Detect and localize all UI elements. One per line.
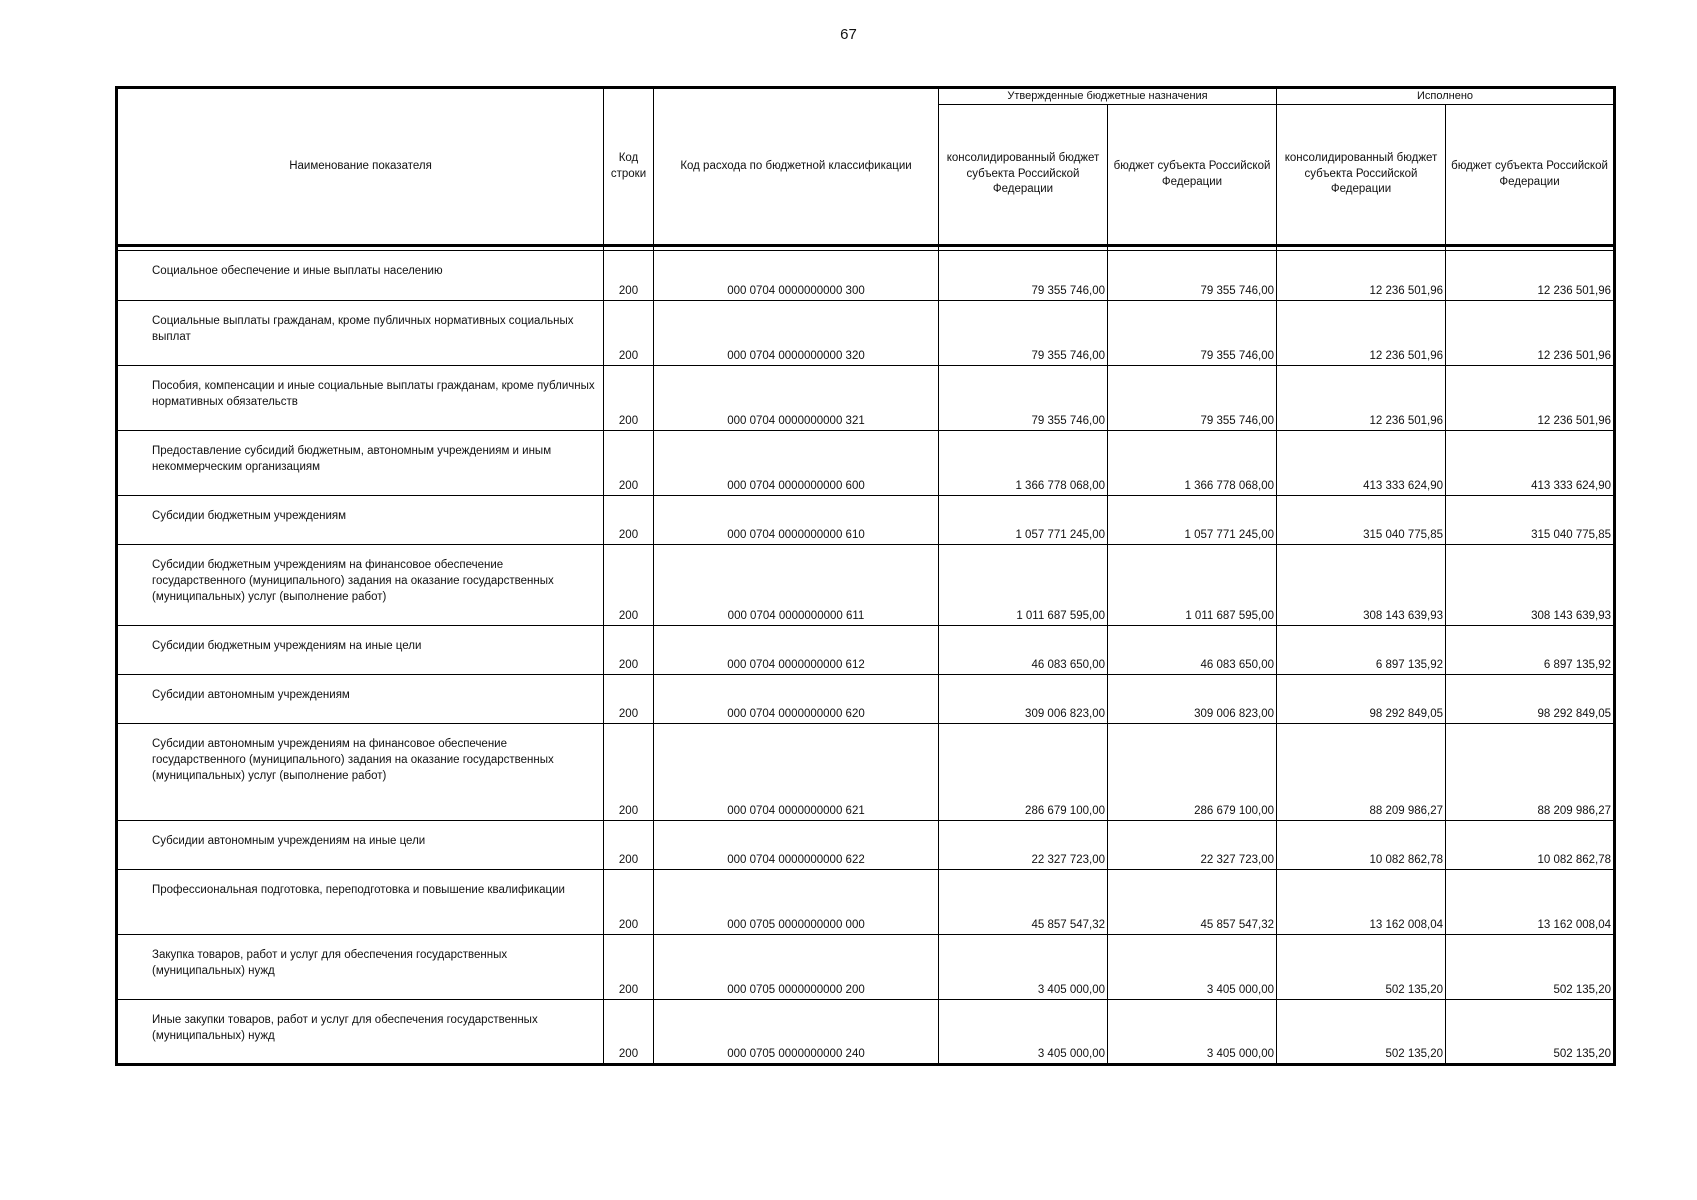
row-executed-consolidated: 12 236 501,96 <box>1277 251 1446 301</box>
row-approved-consolidated: 79 355 746,00 <box>939 366 1108 431</box>
table-header <box>117 88 1615 251</box>
row-classification-code: 000 0704 0000000000 320 <box>654 301 939 366</box>
row-executed-consolidated: 12 236 501,96 <box>1277 301 1446 366</box>
row-approved-subject: 1 011 687 595,00 <box>1108 545 1277 626</box>
row-approved-consolidated: 46 083 650,00 <box>939 626 1108 675</box>
row-classification-code: 000 0705 0000000000 000 <box>654 870 939 935</box>
table-row <box>117 675 1615 724</box>
row-executed-subject: 315 040 775,85 <box>1446 496 1615 545</box>
row-classification-code: 000 0705 0000000000 200 <box>654 935 939 1000</box>
row-approved-subject: 79 355 746,00 <box>1108 251 1277 301</box>
table-row <box>117 1000 1615 1065</box>
row-approved-subject: 309 006 823,00 <box>1108 675 1277 724</box>
row-approved-subject: 286 679 100,00 <box>1108 724 1277 821</box>
row-code: 200 <box>604 821 654 870</box>
row-executed-consolidated: 502 135,20 <box>1277 1000 1446 1065</box>
row-executed-consolidated: 98 292 849,05 <box>1277 675 1446 724</box>
row-executed-subject: 502 135,20 <box>1446 1000 1615 1065</box>
row-approved-subject: 79 355 746,00 <box>1108 301 1277 366</box>
header-executed-consolidated: консолидированный бюджет субъекта Российской Федерации <box>1277 105 1446 246</box>
table-body <box>117 251 1615 1065</box>
row-approved-consolidated: 1 057 771 245,00 <box>939 496 1108 545</box>
row-executed-consolidated: 10 082 862,78 <box>1277 821 1446 870</box>
header-executed-subject: бюджет субъекта Российской Федерации <box>1446 105 1615 246</box>
row-classification-code: 000 0704 0000000000 611 <box>654 545 939 626</box>
row-code: 200 <box>604 496 654 545</box>
row-code: 200 <box>604 431 654 496</box>
row-approved-consolidated: 286 679 100,00 <box>939 724 1108 821</box>
row-approved-subject: 79 355 746,00 <box>1108 366 1277 431</box>
row-approved-subject: 22 327 723,00 <box>1108 821 1277 870</box>
header-indicator-name: Наименование показателя <box>117 88 604 246</box>
row-approved-consolidated: 22 327 723,00 <box>939 821 1108 870</box>
row-classification-code: 000 0704 0000000000 321 <box>654 366 939 431</box>
row-approved-consolidated: 309 006 823,00 <box>939 675 1108 724</box>
table-row <box>117 301 1615 366</box>
row-executed-subject: 6 897 135,92 <box>1446 626 1615 675</box>
row-classification-code: 000 0704 0000000000 612 <box>654 626 939 675</box>
table-row <box>117 626 1615 675</box>
row-name: Субсидии бюджетным учреждениям на иные цели <box>117 626 604 675</box>
row-code: 200 <box>604 301 654 366</box>
row-executed-subject: 502 135,20 <box>1446 935 1615 1000</box>
row-executed-consolidated: 502 135,20 <box>1277 935 1446 1000</box>
row-executed-subject: 12 236 501,96 <box>1446 366 1615 431</box>
row-approved-subject: 1 057 771 245,00 <box>1108 496 1277 545</box>
row-approved-subject: 1 366 778 068,00 <box>1108 431 1277 496</box>
row-approved-consolidated: 1 011 687 595,00 <box>939 545 1108 626</box>
page-number: 67 <box>840 26 857 43</box>
row-executed-consolidated: 315 040 775,85 <box>1277 496 1446 545</box>
row-executed-consolidated: 12 236 501,96 <box>1277 366 1446 431</box>
row-approved-subject: 46 083 650,00 <box>1108 626 1277 675</box>
table-row <box>117 724 1615 821</box>
table-row <box>117 545 1615 626</box>
row-executed-subject: 12 236 501,96 <box>1446 251 1615 301</box>
row-code: 200 <box>604 675 654 724</box>
row-code: 200 <box>604 251 654 301</box>
row-classification-code: 000 0704 0000000000 300 <box>654 251 939 301</box>
table-row <box>117 870 1615 935</box>
row-name: Субсидии бюджетным учреждениям <box>117 496 604 545</box>
row-approved-consolidated: 79 355 746,00 <box>939 251 1108 301</box>
row-executed-consolidated: 6 897 135,92 <box>1277 626 1446 675</box>
header-group-executed: Исполнено <box>1277 88 1615 105</box>
row-approved-consolidated: 1 366 778 068,00 <box>939 431 1108 496</box>
row-name: Субсидии автономным учреждениям на финансовое обеспечение государственного (муниципального) задания на оказание государственных (муниципальных) услуг (выполнение работ) <box>117 724 604 821</box>
table-row <box>117 935 1615 1000</box>
row-approved-consolidated: 3 405 000,00 <box>939 1000 1108 1065</box>
row-classification-code: 000 0704 0000000000 622 <box>654 821 939 870</box>
row-code: 200 <box>604 1000 654 1065</box>
row-name: Субсидии автономным учреждениям на иные цели <box>117 821 604 870</box>
row-executed-subject: 12 236 501,96 <box>1446 301 1615 366</box>
table-row <box>117 821 1615 870</box>
row-name: Субсидии бюджетным учреждениям на финансовое обеспечение государственного (муниципального) задания на оказание государственных (муниципальных) услуг (выполнение работ) <box>117 545 604 626</box>
row-code: 200 <box>604 935 654 1000</box>
row-classification-code: 000 0704 0000000000 610 <box>654 496 939 545</box>
row-code: 200 <box>604 870 654 935</box>
row-executed-subject: 413 333 624,90 <box>1446 431 1615 496</box>
row-approved-consolidated: 45 857 547,32 <box>939 870 1108 935</box>
header-classification-code: Код расхода по бюджетной классификации <box>654 88 939 246</box>
table-row <box>117 431 1615 496</box>
header-approved-consolidated: консолидированный бюджет субъекта Российской Федерации <box>939 105 1108 246</box>
row-executed-subject: 98 292 849,05 <box>1446 675 1615 724</box>
row-executed-consolidated: 88 209 986,27 <box>1277 724 1446 821</box>
row-classification-code: 000 0705 0000000000 240 <box>654 1000 939 1065</box>
row-approved-subject: 3 405 000,00 <box>1108 935 1277 1000</box>
row-classification-code: 000 0704 0000000000 620 <box>654 675 939 724</box>
row-name: Социальное обеспечение и иные выплаты населению <box>117 251 604 301</box>
row-executed-subject: 13 162 008,04 <box>1446 870 1615 935</box>
budget-execution-table <box>115 86 1616 1066</box>
row-name: Закупка товаров, работ и услуг для обеспечения государственных (муниципальных) нужд <box>117 935 604 1000</box>
row-name: Профессиональная подготовка, переподготовка и повышение квалификации <box>117 870 604 935</box>
row-classification-code: 000 0704 0000000000 600 <box>654 431 939 496</box>
row-executed-consolidated: 308 143 639,93 <box>1277 545 1446 626</box>
row-name: Пособия, компенсации и иные социальные выплаты гражданам, кроме публичных нормативных обязательств <box>117 366 604 431</box>
row-approved-subject: 3 405 000,00 <box>1108 1000 1277 1065</box>
row-name: Предоставление субсидий бюджетным, автономным учреждениям и иным некоммерческим организациям <box>117 431 604 496</box>
table-row <box>117 366 1615 431</box>
row-executed-subject: 88 209 986,27 <box>1446 724 1615 821</box>
row-classification-code: 000 0704 0000000000 621 <box>654 724 939 821</box>
row-executed-subject: 308 143 639,93 <box>1446 545 1615 626</box>
table-row <box>117 496 1615 545</box>
row-code: 200 <box>604 724 654 821</box>
row-approved-subject: 45 857 547,32 <box>1108 870 1277 935</box>
row-code: 200 <box>604 545 654 626</box>
header-group-approved: Утвержденные бюджетные назначения <box>939 88 1277 105</box>
row-executed-consolidated: 13 162 008,04 <box>1277 870 1446 935</box>
table-row <box>117 251 1615 301</box>
row-executed-consolidated: 413 333 624,90 <box>1277 431 1446 496</box>
header-approved-subject: бюджет субъекта Российской Федерации <box>1108 105 1277 246</box>
row-code: 200 <box>604 626 654 675</box>
row-executed-subject: 10 082 862,78 <box>1446 821 1615 870</box>
row-name: Субсидии автономным учреждениям <box>117 675 604 724</box>
row-name: Иные закупки товаров, работ и услуг для обеспечения государственных (муниципальных) нужд <box>117 1000 604 1065</box>
header-row-code: Код строки <box>604 88 654 246</box>
row-code: 200 <box>604 366 654 431</box>
row-approved-consolidated: 3 405 000,00 <box>939 935 1108 1000</box>
row-name: Социальные выплаты гражданам, кроме публичных нормативных социальных выплат <box>117 301 604 366</box>
row-approved-consolidated: 79 355 746,00 <box>939 301 1108 366</box>
